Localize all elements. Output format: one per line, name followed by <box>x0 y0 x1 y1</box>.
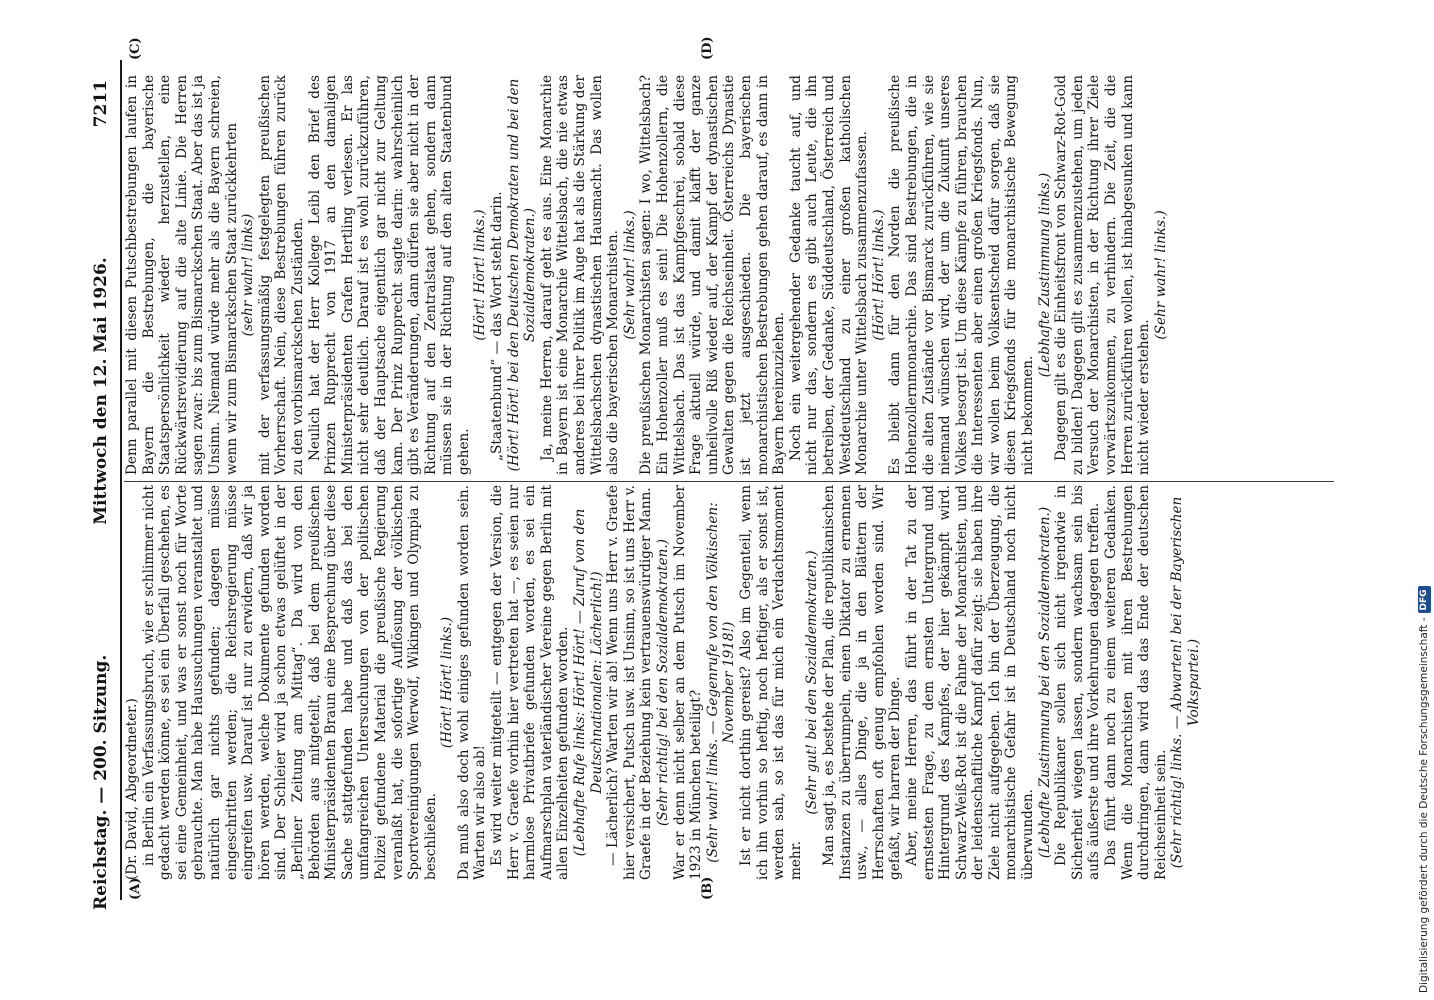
interjection: (Lebhafte Zustimmung bei den Sozialdemokraten.) <box>1036 506 1053 859</box>
digitization-note <box>1416 8 1432 993</box>
paragraph: Ist er nicht dorthin gereist? Also im Gegenteil, wenn ich ihn vorhin so heftig, noch heftiger, als er sonst ist, werden sah, so ist das für mich ein Verdachtsmoment mehr. <box>737 485 804 880</box>
margin-marker-b: (B) <box>700 876 715 900</box>
interjection: (Hört! Hört! links.) <box>870 209 887 341</box>
paragraph: — Lächerlich? Warten wir ab! Wenn uns Herr v. Graefe hier versichert, Putsch usw. ist Unsinn, so ist uns Herr v. Graefe in der Beziehung kein vertrauenswürdiger Mann. <box>605 485 655 880</box>
paragraph: (Dr. David, Abgeordneter.) <box>124 698 140 880</box>
paragraph: Neulich hat der Herr Kollege Leibl den Brief des Prinzen Rupprecht von 1917 an den damaligen Ministerpräsidenten Grafen Hertling verlesen. Er las nicht sehr deutlich. Darauf ist es wohl zurückzuführen, daß der Hauptsache eigentlich gar nicht zur Geltung kam. Der Prinz Rupprecht sagte darin: wahrscheinlich gibt es Veränderungen, dann dürfen sie aber nicht in der Richtung auf den Zentralstaat gehen, sondern dann müssen sie in der Richtung auf den alten Staatenbund gehen. <box>306 75 472 475</box>
paragraph: Da muß also doch wohl einiges gefunden worden sein. Warten wir also ab! <box>455 485 489 880</box>
paragraph: Man sagt ja, es bestehe der Plan, die republikanischen Instanzen zu überrumpeln, einen Diktator zu ernennen usw., — alles Dinge, die ja in den Blättern der Herrschaften oft genug empfohlen worden sind. Wir gefaßt, wir harren der Dinge. <box>820 485 904 880</box>
paragraph: War er denn nicht selber an dem Putsch im November 1923 in München beteiligt? <box>671 485 705 880</box>
interjection: (sehr wahr! links) <box>240 213 257 337</box>
interjection: (Hört! Hört! bei den Deutschen Demokraten und bei den Sozialdemokraten.) <box>505 78 539 472</box>
margin-marker-d: (D) <box>700 36 715 60</box>
header-date: Mittwoch den 12. Mai 1926. <box>91 257 111 525</box>
column-divider <box>124 481 1334 482</box>
header-page-number: 7211 <box>91 80 111 128</box>
interjection: (Hört! Hört! links.) <box>472 209 489 341</box>
paragraph: Ja, meine Herren, darauf geht es aus. Eine Monarchie in Bayern ist eine Monarchie Wittelsbach, die nie etwas anderes bei ihrer Politik im Auge hat als die Stärkung der Wittelsbachschen dynastischen Hausmacht. Das wollen also die bayerischen Monarchisten. <box>538 75 622 475</box>
paragraph: Denn parallel mit diesen Putschbestrebungen laufen in Bayern die Bestrebungen, die bayerische Staatspersönlichkeit wieder herzustellen, eine Rückwärtsrevidierung auf die alte Linie. Die Herren sagen zwar: bis zum Bismarckschen Staat. Aber das ist ja Unsinn. Niemand würde mehr als die Bayern schreien, wenn wir zum Bismarckschen Staat zurückkehrten <box>124 75 240 475</box>
interjection: (Sehr gut! bei den Sozialdemokraten.) <box>804 550 821 815</box>
margin-marker-c: (C) <box>128 37 143 60</box>
interjection: (Lebhafte Zustimmung links.) <box>1036 172 1053 378</box>
paragraph: „Staatenbund“ — das Wort steht darin. <box>489 191 506 461</box>
paragraph: Noch ein weitergehender Gedanke taucht auf, und nicht nur das, sondern es gibt auch Leute, die ihn betreiben, der Gedanke, Süddeutschland, Österreich und Westdeutschland zu einer großen katholischen Monarchie unter Wittelsbach zusammenzufassen. <box>787 75 871 475</box>
paragraph: Die preußischen Monarchisten sagen: I wo, Wittelsbach? Ein Hohenzoller muß es sein! Die Hohenzollern, die Wittelsbach. Das ist das Kampfgeschrei, sobald diese Frage aktuell würde, und damit klafft der ganze unheilvolle Riß wieder auf, der Kampf der dynastischen Gewalten gegen die Reichseinheit. Österreichs Dynastie ist jetzt ausgeschieden. Die bayerischen monarchistischen Bestrebungen gehen darauf, es dann in Bayern hereinzuziehen. <box>638 75 788 475</box>
interjection: (Sehr wahr! links.) <box>621 210 638 340</box>
interjection: (Sehr richtig! links. — Abwarten! bei der Bayerischen Volkspartei.) <box>1169 496 1202 869</box>
interjection: (Sehr richtig! bei den Sozialdemokraten.) <box>655 539 671 826</box>
header-session: Reichstag. — 200. Sitzung. <box>91 654 111 910</box>
interjection: (Sehr wahr! links.) <box>1152 210 1169 340</box>
paragraph: Es wird weiter mitgeteilt — entgegen der Version, die Herr v. Graefe vorhin hier vertreten hat —, es seien nur harmlose Privatbriefe gefunden worden, es sei ein Aufmarschplan vaterländischer Vereine gegen Berlin mit allen Einzelheiten gefunden worden. <box>489 485 572 880</box>
left-column <box>124 485 1334 880</box>
paragraph: Dagegen gilt es die Einheitsfront von Schwarz-Rot-Gold zu bilden! Dagegen gilt es zusammenzustehen, um jeden Versuch der Monarchisten, in der Richtung ihrer Ziele vorwärtszukommen, zu verhindern. Die Zeit, die die Herren zurückführen wollen, ist hinabgesunken und kann nicht wieder erstehen. <box>1053 75 1153 475</box>
paragraph: Das führt dann noch zu einem weiteren Gedanken. Wenn die Monarchisten mit ihren Bestrebungen durchdringen, dann wird das das Ende der deutschen Reichseinheit sein. <box>1103 485 1169 880</box>
right-column <box>124 75 1334 475</box>
interjection: (Sehr wahr! links. — Gegenrufe von den Völkischen: November 1918!) <box>704 502 738 863</box>
paragraph: Es bleibt dann für den Norden die preußische Hohenzollernmonarchie. Das sind Bestrebungen, die in die alten Zustände vor Bismarck zurückführen, wie sie niemand wünschen wird, der um die Zukunft unseres Volkes besorgt ist. Um diese Kämpfe zu führen, brauchen die Interessenten aber einen großen Kriegsfonds. Nun, wir wollen beim Volksentscheid dafür sorgen, daß sie diesen Kriegsfonds für die monarchistische Bewegung nicht bekommen. <box>887 75 1037 475</box>
paragraph: mit der verfassungsmäßig festgelegten preußischen Vorherrschaft. Nein, diese Bestrebungen führen zurück zu den vorbismarckschen Zuständen. <box>256 75 306 475</box>
header-rule <box>120 60 122 900</box>
margin-marker-a: (A) <box>128 877 143 900</box>
paragraph: Die Republikaner sollen sich nicht irgendwie in Sicherheit wiegen lassen, sondern wachsam sein bis aufs äußerste und ihre Vorkehrungen dagegen treffen. <box>1053 485 1103 880</box>
interjection: (Hört! Hört! links.) <box>439 616 456 749</box>
paragraph: Aber, meine Herren, das führt in der Tat zu der ernstesten Frage, zu dem ernsten Untergrund und Hintergrund des Kampfes, der hier gekämpft wird. Schwarz-Weiß-Rot ist die Fahne der Monarchisten, und der leidenschaftliche Kampf dafür zeigt: sie haben ihre Ziele nicht aufgegeben. Ich bin der Überzeugung, die monarchistische Gefahr ist in Deutschland noch nicht überwunden. <box>903 485 1037 880</box>
paragraph: in Berlin ein Verfassungsbruch, wie er schlimmer nicht gedacht werden könne, es sei ein Überfall geschehen, es sei eine Gemeinheit, und was er sonst noch für Worte gebrauchte. Man habe Haussuchungen veranstaltet und natürlich gar nichts gefunden; dagegen müsse eingeschritten werden; die Reichsregierung müsse eingreifen usw. Darauf ist nur zu erwidern, daß wir ja hören werden, welche Dokumente gefunden worden sind. Der Schleier wird ja schon etwas gelüftet in der „Berliner Zeitung am Mittag“. Da wird von den Behörden aus mitgeteilt, daß bei dem preußischen Ministerpräsidenten Braun eine Besprechung über diese Sache stattgefunden habe und daß das bei den umfangreichen Untersuchungen von der politischen Polizei gefundene Material die preußische Regierung veranlaßt hat, die sofortige Auflösung der völkischen Sportvereinigungen Werwolf, Wikingen und Olympia zu beschließen. <box>140 485 439 880</box>
digitization-note-text: Digitalisierung gefördert durch die Deutsche Forschungsgemeinschaft - <box>1418 617 1430 993</box>
dfg-logo: DFG <box>1418 586 1431 613</box>
interjection: (Lebhafte Rufe links: Hört! Hört! — Zuruf von den Deutschnationalen: Lächerlich!) <box>572 508 605 857</box>
page-header <box>86 80 116 910</box>
